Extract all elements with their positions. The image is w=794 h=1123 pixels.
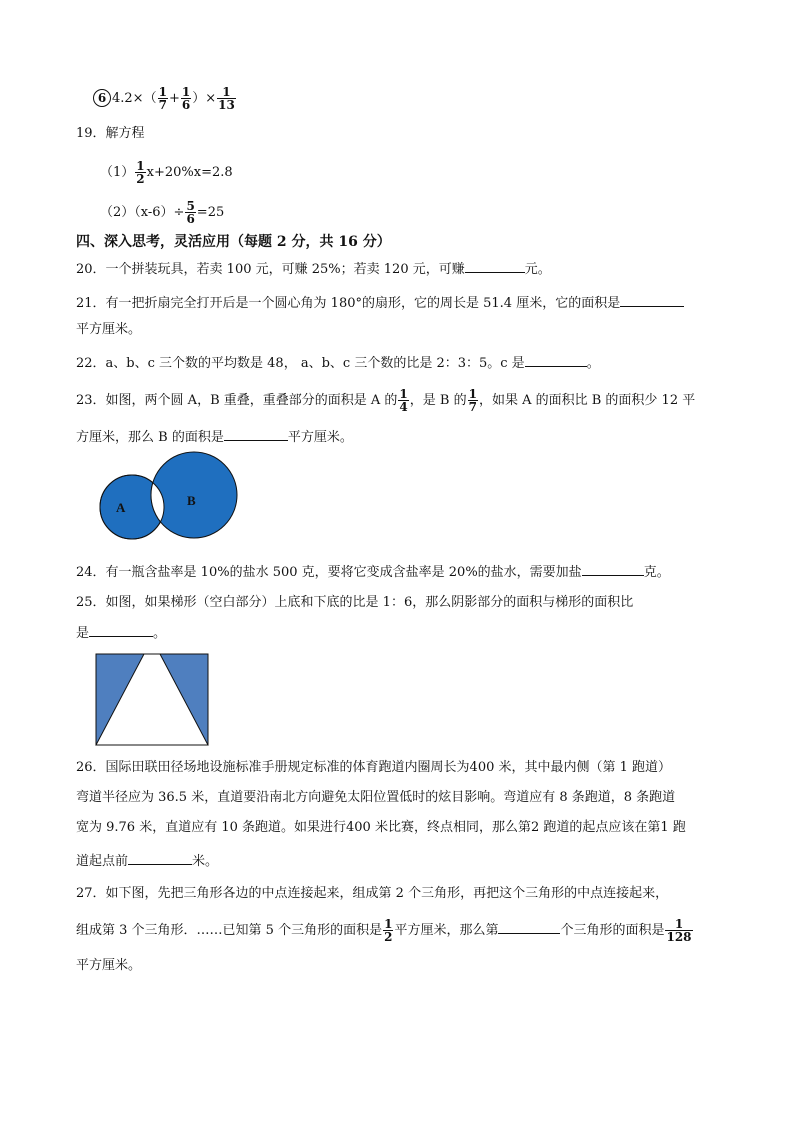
- denominator: 2: [384, 930, 393, 944]
- numerator: 1: [665, 918, 692, 931]
- answer-blank[interactable]: [525, 352, 587, 367]
- question-text: 组成第 3 个三角形．……已知第 5 个三角形的面积是: [76, 923, 383, 938]
- circled-number: 6: [93, 89, 111, 107]
- fraction: [181, 86, 191, 111]
- q20: [76, 258, 551, 280]
- q22: [76, 352, 600, 374]
- denominator: 4: [399, 400, 408, 414]
- question-text: 个三角形的面积是: [560, 923, 665, 938]
- q26-line3: 宽为 9.76 米，直道应有 10 条跑道。如果进行400 米比赛，终点相同，那么第2 跑道的起点应该在第1 跑: [76, 820, 686, 835]
- question-text: 道起点前: [76, 854, 129, 869]
- q26-line4: [76, 850, 218, 872]
- answer-blank[interactable]: [498, 919, 560, 934]
- part-label: （2）（x-6）÷: [100, 205, 185, 220]
- fraction: [468, 388, 478, 413]
- calc-item-6: [93, 86, 237, 111]
- q27-line2: [76, 918, 694, 943]
- question-text: ，如果 A 的面积比 B 的面积少 12 平: [478, 393, 696, 408]
- q26-line2: 弯道半径应为 36.5 米，直道要沿南北方向避免太阳位置低时的炫目影响。弯道应有 8 条跑道，8 条跑道: [76, 790, 676, 805]
- q19-part2: [100, 200, 224, 225]
- q21-line2: 平方厘米。: [76, 322, 142, 337]
- q26-line1: 26．国际田联田径场地设施标准手册规定标准的体育跑道内圈周长为400 米，其中最内侧（第 1 跑道）: [76, 760, 672, 775]
- section-heading: 四、深入思考，灵活应用（每题 2 分，共 16 分）: [76, 234, 391, 250]
- denominator: 6: [186, 212, 195, 226]
- answer-blank[interactable]: [224, 426, 288, 441]
- denominator: 7: [468, 400, 477, 414]
- answer-blank[interactable]: [582, 561, 644, 576]
- expr-prefix: 4.2×（: [112, 91, 157, 106]
- q19-title: 19．解方程: [76, 126, 145, 141]
- q19-part1: [100, 160, 233, 185]
- part-label: （1）: [100, 165, 135, 180]
- answer-blank[interactable]: [89, 622, 153, 637]
- plus-sign: +: [168, 91, 180, 106]
- answer-blank[interactable]: [128, 850, 192, 865]
- question-text: 24．有一瓶含盐率是 10%的盐水 500 克，要将它变成含盐率是 20%的盐水，需要加盐: [76, 565, 582, 580]
- question-text: 方厘米，那么 B 的面积是: [76, 430, 224, 445]
- question-tail: 平方厘米。: [287, 430, 353, 445]
- fraction: [185, 200, 195, 225]
- answer-blank[interactable]: [620, 292, 684, 307]
- question-tail: 元。: [524, 262, 551, 277]
- q21: [76, 292, 684, 314]
- question-text: ，是 B 的: [409, 393, 467, 408]
- equation-text: =25: [196, 205, 225, 220]
- question-tail: 克。: [643, 565, 670, 580]
- denominator: 13: [218, 98, 235, 112]
- numerator: 1: [158, 85, 167, 99]
- fraction: [135, 160, 145, 185]
- q27-line1: 27．如下图，先把三角形各边的中点连接起来，组成第 2 个三角形，再把这个三角形的中点连接起来，: [76, 886, 669, 901]
- question-tail: 。: [153, 626, 167, 641]
- q25: 25．如图，如果梯形（空白部分）上底和下底的比是 1：6，那么阴影部分的面积与梯形的面积比: [76, 595, 634, 610]
- fraction: [398, 388, 408, 413]
- q23: [76, 388, 695, 413]
- question-text: 平方厘米，那么第: [394, 923, 499, 938]
- numerator: 5: [186, 199, 195, 213]
- label-b: B: [187, 493, 196, 508]
- equation-text: x+20%x=2.8: [146, 165, 233, 180]
- numerator: 1: [399, 387, 408, 401]
- numerator: 1: [136, 159, 145, 173]
- answer-blank[interactable]: [465, 258, 525, 273]
- label-a: A: [116, 500, 126, 515]
- q25-line2: [76, 622, 166, 644]
- question-text: 是: [76, 626, 90, 641]
- trapezoid-figure: [94, 652, 212, 748]
- fraction: [217, 86, 236, 111]
- expr-mid: ）×: [192, 91, 217, 106]
- question-text: 22．a、b、c 三个数的平均数是 48， a、b、c 三个数的比是 2：3：5。c 是: [76, 356, 525, 371]
- fraction: [665, 918, 692, 943]
- numerator: 1: [468, 387, 477, 401]
- q23-line2: [76, 426, 353, 448]
- numerator: 1: [181, 85, 191, 99]
- denominator: 7: [158, 98, 167, 112]
- denominator: 2: [136, 172, 145, 186]
- q27-line3: 平方厘米。: [76, 958, 142, 973]
- question-text: 20．一个拼装玩具，若卖 100 元，可赚 25%；若卖 120 元，可赚: [76, 262, 465, 277]
- numerator: 1: [217, 86, 236, 99]
- fraction: [158, 86, 168, 111]
- denominator: 6: [181, 98, 191, 112]
- question-text: 23．如图，两个圆 A，B 重叠，重叠部分的面积是 A 的: [76, 393, 398, 408]
- question-text: 21．有一把折扇完全打开后是一个圆心角为 180°的扇形，它的周长是 51.4 厘米，它的面积是: [76, 296, 621, 311]
- fraction: [383, 918, 393, 943]
- q24: [76, 561, 670, 583]
- question-tail: 米。: [192, 854, 219, 869]
- overlapping-circles-figure: [92, 450, 242, 540]
- numerator: 1: [384, 917, 393, 931]
- denominator: 128: [666, 930, 692, 944]
- question-tail: 。: [586, 356, 600, 371]
